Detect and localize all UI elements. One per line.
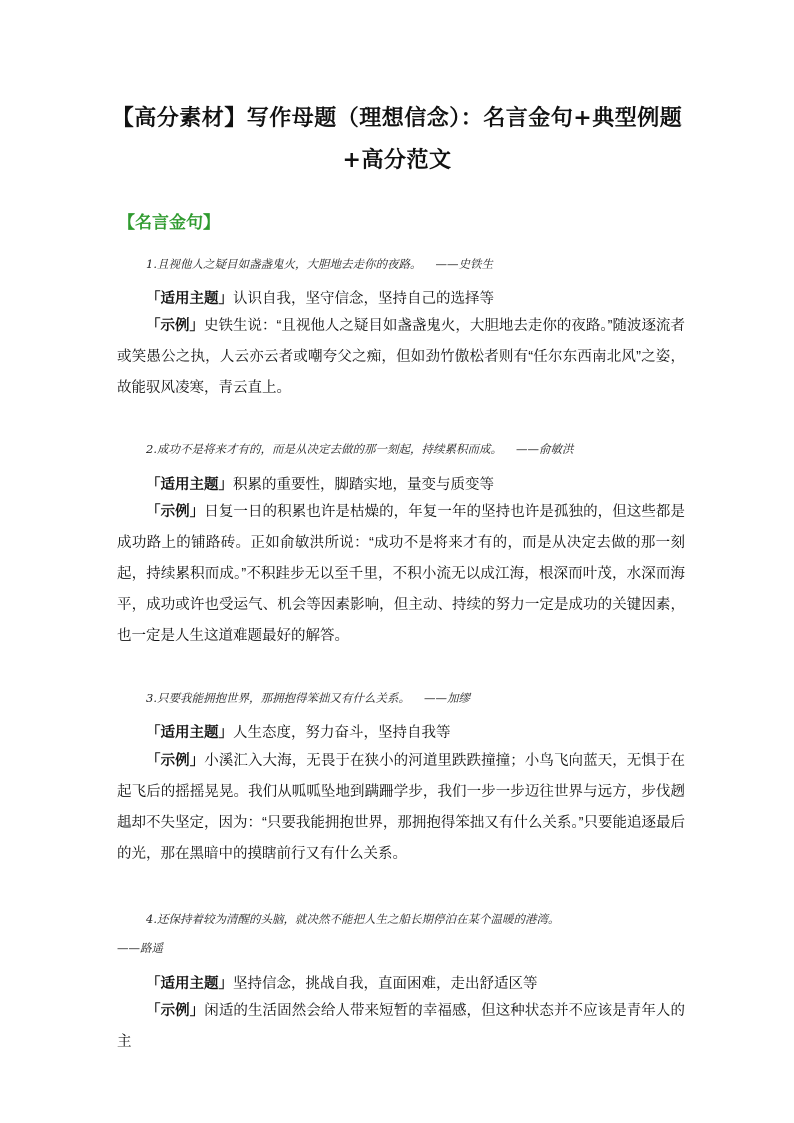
quote-2 [146,441,686,457]
quote-4-author-line [117,940,657,956]
example-text: 小溪汇入大海，无畏于在狭小的河道里跌跌撞撞；小鸟飞向蓝天，无惧于在起飞后的摇摇晃晃。我们从呱呱坠地到蹒跚学步，我们一步一步迈往世界与远方，步伐趔趄却不失坚定，因为：“只要我能拥抱世界，那拥抱得笨拙又有什么关系。”只要能追逐最后的光，那在黑暗中的摸瞎前行又有什么关系。 [117,753,686,862]
theme-text: 人生态度，努力奋斗，坚持自我等 [233,725,451,741]
quote-4 [146,906,686,932]
theme-label: 「适用主题」 [146,976,233,992]
example-paragraph-3 [117,746,685,870]
section-heading-quotes: 【名言金句】 [118,213,220,233]
theme-text: 坚持信念，挑战自我，直面困难，走出舒适区等 [233,976,538,992]
quote-author: ——路遥 [117,941,163,955]
example-text: 闲适的生活固然会给人带来短暂的幸福感，但这种状态并不应该是青年人的主 [117,1003,686,1050]
document-title: 【高分素材】写作母题（理想信念）：名言金句+典型例题+高分范文 [111,105,683,173]
quote-author: ——加缪 [423,691,470,705]
quote-author: ——俞敏洪 [515,442,574,456]
example-text: 史铁生说：“且视他人之疑目如盏盏鬼火，大胆地去走你的夜路。”随波逐流者或笑愚公之执，人云亦云者或嘲夸父之痴，但如劲竹傲松者则有“任尔东西南北风”之姿，故能驭风凌寒，青云直上。 [117,318,686,396]
example-paragraph-1 [117,311,685,404]
theme-line-3 [146,721,686,742]
example-paragraph-4 [117,996,685,1058]
quote-text: 2.成功不是将来才有的，而是从决定去做的那一刻起，持续累积而成。 [146,442,502,456]
example-text: 日复一日的积累也许是枯燥的，年复一年的坚持也许是孤独的，但这些都是成功路上的铺路砖。正如俞敏洪所说：“成功不是将来才有的，而是从决定去做的那一刻起，持续累积而成。”不积跬步无以至千里，不积小流无以成江海，根深而叶茂，水深而海平，成功或许也受运气、机会等因素影响，但主动、持续的努力一定是成功的关键因素，也一定是人生这道难题最好的解答。 [117,504,686,644]
theme-label: 「适用主题」 [146,291,233,307]
quote-1 [146,256,686,272]
example-label: 「示例」 [146,753,205,769]
theme-label: 「适用主题」 [146,477,233,493]
quote-text: 3.只要我能拥抱世界，那拥抱得笨拙又有什么关系。 [146,691,410,705]
theme-label: 「适用主题」 [146,725,233,741]
example-paragraph-2 [117,497,685,652]
example-label: 「示例」 [146,318,205,334]
quote-text: 4.还保持着较为清醒的头脑，就决然不能把人生之船长期停泊在某个温暖的港湾。 [146,912,560,926]
theme-text: 积累的重要性，脚踏实地，量变与质变等 [233,477,494,493]
quote-3 [146,690,686,706]
quote-author: ——史铁生 [435,257,493,271]
theme-line-2 [146,473,686,494]
example-label: 「示例」 [146,504,205,520]
theme-line-1 [146,287,686,308]
theme-text: 认识自我，坚守信念，坚持自己的选择等 [233,291,494,307]
quote-text: 1.且视他人之疑目如盏盏鬼火，大胆地去走你的夜路。 [146,257,422,271]
theme-line-4 [146,972,686,993]
example-label: 「示例」 [146,1003,205,1019]
